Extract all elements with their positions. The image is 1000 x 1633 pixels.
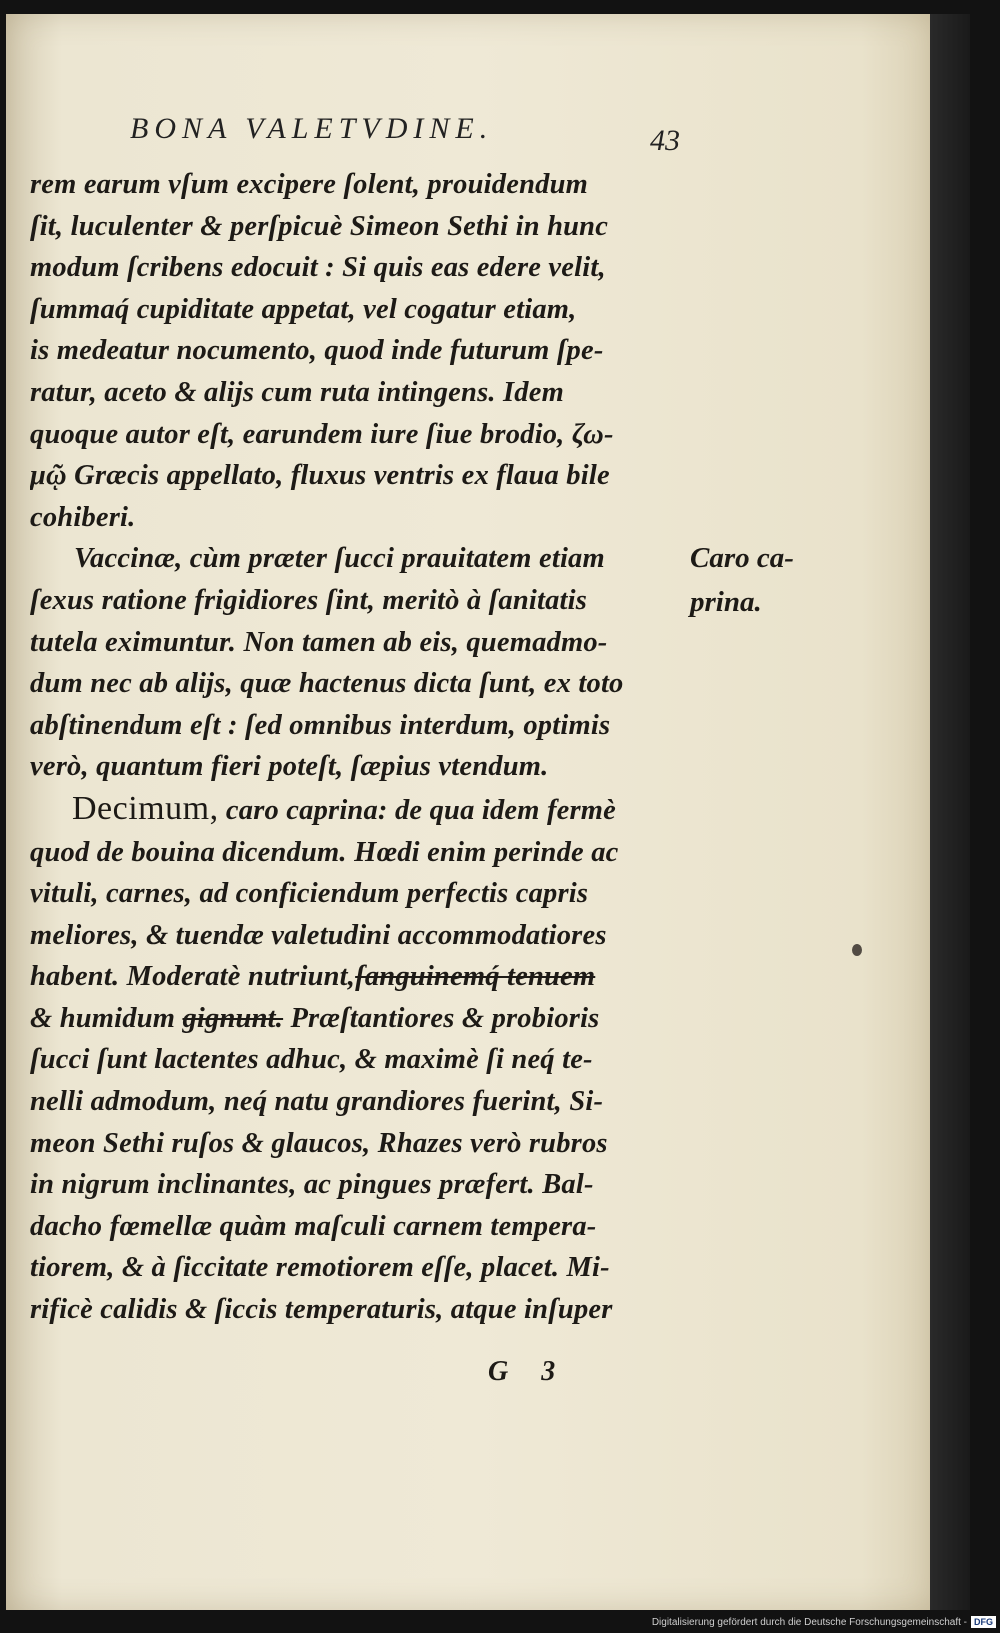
text-line: ratur, aceto & alijs cum ruta intingens. Idem: [30, 376, 564, 408]
text-line: meon Sethi ruſos & glaucos, Rhazes verò rubros: [30, 1127, 608, 1159]
text-line: rificè calidis & ſiccis temperaturis, atque inſuper: [30, 1294, 613, 1326]
dfg-logo: DFG: [971, 1616, 996, 1628]
text-segment: & humidum: [30, 1002, 176, 1034]
body-text: [30, 164, 690, 1331]
text-line: modum ſcribens edocuit : Si quis eas edere velit,: [30, 252, 606, 284]
text-line: tiorem, & à ſiccitate remotiorem eſſe, placet. Mi-: [30, 1252, 610, 1284]
text-line: [30, 788, 690, 832]
text-line: ſucci ſunt lactentes adhuc, & maximè ſi neq́ te-: [30, 1044, 593, 1076]
text-line: rem earum vſum excipere ſolent, prouidendum: [30, 169, 588, 200]
text-line: meliores, & tuendæ valetudini accommodatiores: [30, 919, 607, 951]
footer-credit: [600, 1614, 996, 1632]
text-line: tutela eximuntur. Non tamen ab eis, quemadmo-: [30, 626, 608, 658]
text-line: ſexus ratione frigidiores ſint, meritò à ſanitatis: [30, 584, 588, 616]
marginal-note: [690, 536, 810, 624]
running-head: BONA VALETVDINE.: [130, 112, 494, 145]
marginal-note-line: Caro ca-: [690, 542, 794, 574]
text-line: ſit, luculenter & perſpicuè Simeon Sethi in hunc: [30, 210, 609, 242]
text-line: cohiberi.: [30, 501, 136, 533]
section-initial-word: Decimum,: [72, 789, 219, 827]
signature-mark: G 3: [488, 1356, 556, 1387]
struck-text: ſanguinemq́ tenuem: [355, 961, 596, 993]
text-line: Vaccinæ, cùm præter ſucci prauitatem etiam: [74, 543, 605, 575]
text-line: [30, 998, 690, 1040]
text-line: nelli admodum, neq́ natu grandiores fuerint, Si-: [30, 1086, 604, 1118]
struck-text: gignunt.: [182, 1002, 284, 1034]
text-segment: caro caprina: de qua idem fermè: [225, 794, 617, 826]
page-edge-shadow: [930, 14, 970, 1610]
ink-spot: [852, 944, 862, 956]
text-line: in nigrum inclinantes, ac pingues præfert. Bal-: [30, 1169, 594, 1201]
page-number: 43: [650, 124, 680, 157]
text-line: vituli, carnes, ad conficiendum perfectis capris: [30, 878, 589, 910]
text-line: μῷ Græcis appellato, fluxus ventris ex flaua bile: [30, 460, 610, 492]
text-line: quod de bouina dicendum. Hœdi enim perinde ac: [30, 836, 619, 868]
text-segment: habent. Moderatè nutriunt,: [30, 961, 356, 993]
marginal-note-line: prina.: [690, 586, 762, 618]
text-line: abſtinendum eſt : ſed omnibus interdum, optimis: [30, 709, 611, 741]
text-line: quoque autor eſt, earundem iure ſiue brodio, ζω-: [30, 418, 614, 450]
text-line: [30, 956, 690, 998]
text-line: ſummaq́ cupiditate appetat, vel cogatur etiam,: [30, 293, 577, 325]
text-line: verò, quantum fieri poteſt, ſæpius vtendum.: [30, 751, 549, 783]
text-line: dum nec ab alijs, quæ hactenus dicta ſunt, ex toto: [30, 668, 624, 700]
text-segment: Præſtantiores & probioris: [290, 1002, 600, 1034]
text-line: dacho fœmellæ quàm maſculi carnem tempera-: [30, 1210, 597, 1242]
footer-text: Digitalisierung gefördert durch die Deutsche Forschungsgemeinschaft -: [651, 1617, 967, 1628]
text-line: is medeatur nocumento, quod inde futurum ſpe-: [30, 335, 604, 367]
